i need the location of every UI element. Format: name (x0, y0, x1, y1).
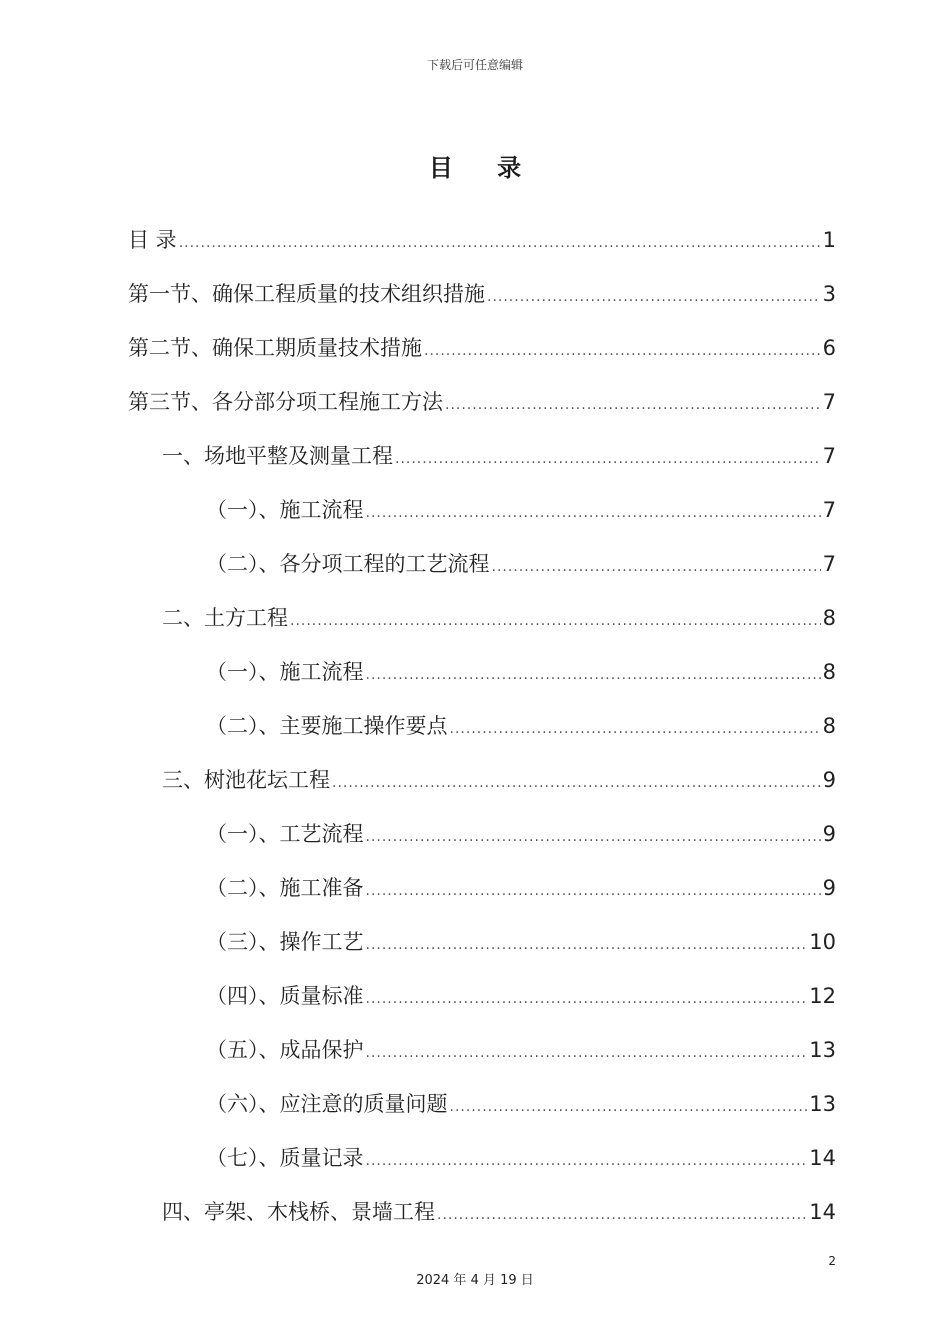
toc-entry[interactable] (128, 1028, 836, 1082)
toc-entry[interactable] (128, 434, 836, 488)
toc-entry-label: （三）、操作工艺 (206, 930, 364, 954)
dot-leader (366, 869, 821, 913)
toc-entry-page: 9 (822, 876, 836, 900)
toc-entry-page: 7 (822, 444, 836, 468)
toc-entry[interactable] (128, 866, 836, 920)
toc-entry-label: （一）、施工流程 (206, 498, 364, 522)
toc-entry-label: （二）、施工准备 (206, 876, 364, 900)
toc-entry-label: （一）、工艺流程 (206, 822, 364, 846)
toc-entry-label: 目 录 (128, 228, 177, 252)
toc-entry-label: 四、亭架、木栈桥、景墙工程 (162, 1200, 435, 1224)
toc-entry[interactable] (128, 218, 836, 272)
page-title: 目 录 (428, 154, 540, 182)
toc-entry-page: 12 (809, 984, 836, 1008)
dot-leader (487, 275, 821, 319)
dot-leader (395, 437, 821, 481)
toc-entry-page: 13 (809, 1038, 836, 1062)
toc-entry-page: 9 (822, 822, 836, 846)
toc-entry[interactable] (128, 920, 836, 974)
footer-date: 2024 年 4 月 19 日 (416, 1273, 534, 1288)
dot-leader (437, 1193, 807, 1237)
toc-entry-page: 14 (809, 1200, 836, 1224)
dot-leader (366, 977, 808, 1021)
toc-entry-label: 三、树池花坛工程 (162, 768, 330, 792)
dot-leader (366, 1031, 808, 1075)
toc-entry[interactable] (128, 488, 836, 542)
toc-entry-page: 8 (822, 606, 836, 630)
toc-entry-page: 13 (809, 1092, 836, 1116)
toc-entry[interactable] (128, 704, 836, 758)
toc-entry-page: 8 (822, 714, 836, 738)
dot-leader (366, 815, 821, 859)
toc-entry[interactable] (128, 758, 836, 812)
toc-entry-label: 第一节、确保工程质量的技术组织措施 (128, 282, 485, 306)
toc-entry-page: 8 (822, 660, 836, 684)
dot-leader (290, 599, 821, 643)
toc-entry[interactable] (128, 326, 836, 380)
toc-entry-label: （四）、质量标准 (206, 984, 364, 1008)
toc-entry-label: 第二节、确保工期质量技术措施 (128, 336, 422, 360)
dot-leader (450, 1085, 808, 1129)
toc-entry[interactable] (128, 1082, 836, 1136)
dot-leader (445, 383, 821, 427)
toc-entry[interactable] (128, 1190, 836, 1244)
toc-entry[interactable] (128, 596, 836, 650)
dot-leader (424, 329, 821, 373)
dot-leader (366, 653, 821, 697)
toc-entry-label: （二）、主要施工操作要点 (206, 714, 448, 738)
toc-entry-page: 1 (822, 228, 836, 252)
page-number: 2 (828, 1254, 836, 1268)
toc-entry[interactable] (128, 974, 836, 1028)
toc-entry-label: （七）、质量记录 (206, 1146, 364, 1170)
toc-entry-label: （六）、应注意的质量问题 (206, 1092, 448, 1116)
toc-entry-label: （二）、各分项工程的工艺流程 (206, 552, 490, 576)
toc-entry-label: （一）、施工流程 (206, 660, 364, 684)
toc-entry-page: 7 (822, 552, 836, 576)
dot-leader (492, 545, 821, 589)
dot-leader (179, 221, 821, 265)
toc-entry[interactable] (128, 650, 836, 704)
toc-entry-label: 一、场地平整及测量工程 (162, 444, 393, 468)
dot-leader (366, 491, 821, 535)
toc-entry-page: 9 (822, 768, 836, 792)
toc-entry-page: 6 (822, 336, 836, 360)
toc-entry-label: 第三节、各分部分项工程施工方法 (128, 390, 443, 414)
header-note: 下载后可任意编辑 (426, 58, 523, 72)
toc-entry[interactable] (128, 380, 836, 434)
toc-entry-page: 3 (822, 282, 836, 306)
toc-entry-page: 14 (809, 1146, 836, 1170)
toc-entry-page: 7 (822, 498, 836, 522)
toc-entry[interactable] (128, 272, 836, 326)
toc-entry-label: （五）、成品保护 (206, 1038, 364, 1062)
toc-entry[interactable] (128, 812, 836, 866)
table-of-contents (128, 218, 836, 1244)
toc-entry[interactable] (128, 542, 836, 596)
dot-leader (450, 707, 821, 751)
toc-entry-page: 10 (809, 930, 836, 954)
dot-leader (366, 1139, 808, 1183)
dot-leader (366, 923, 808, 967)
toc-entry[interactable] (128, 1136, 836, 1190)
dot-leader (332, 761, 821, 805)
toc-entry-page: 7 (822, 390, 836, 414)
toc-entry-label: 二、土方工程 (162, 606, 288, 630)
